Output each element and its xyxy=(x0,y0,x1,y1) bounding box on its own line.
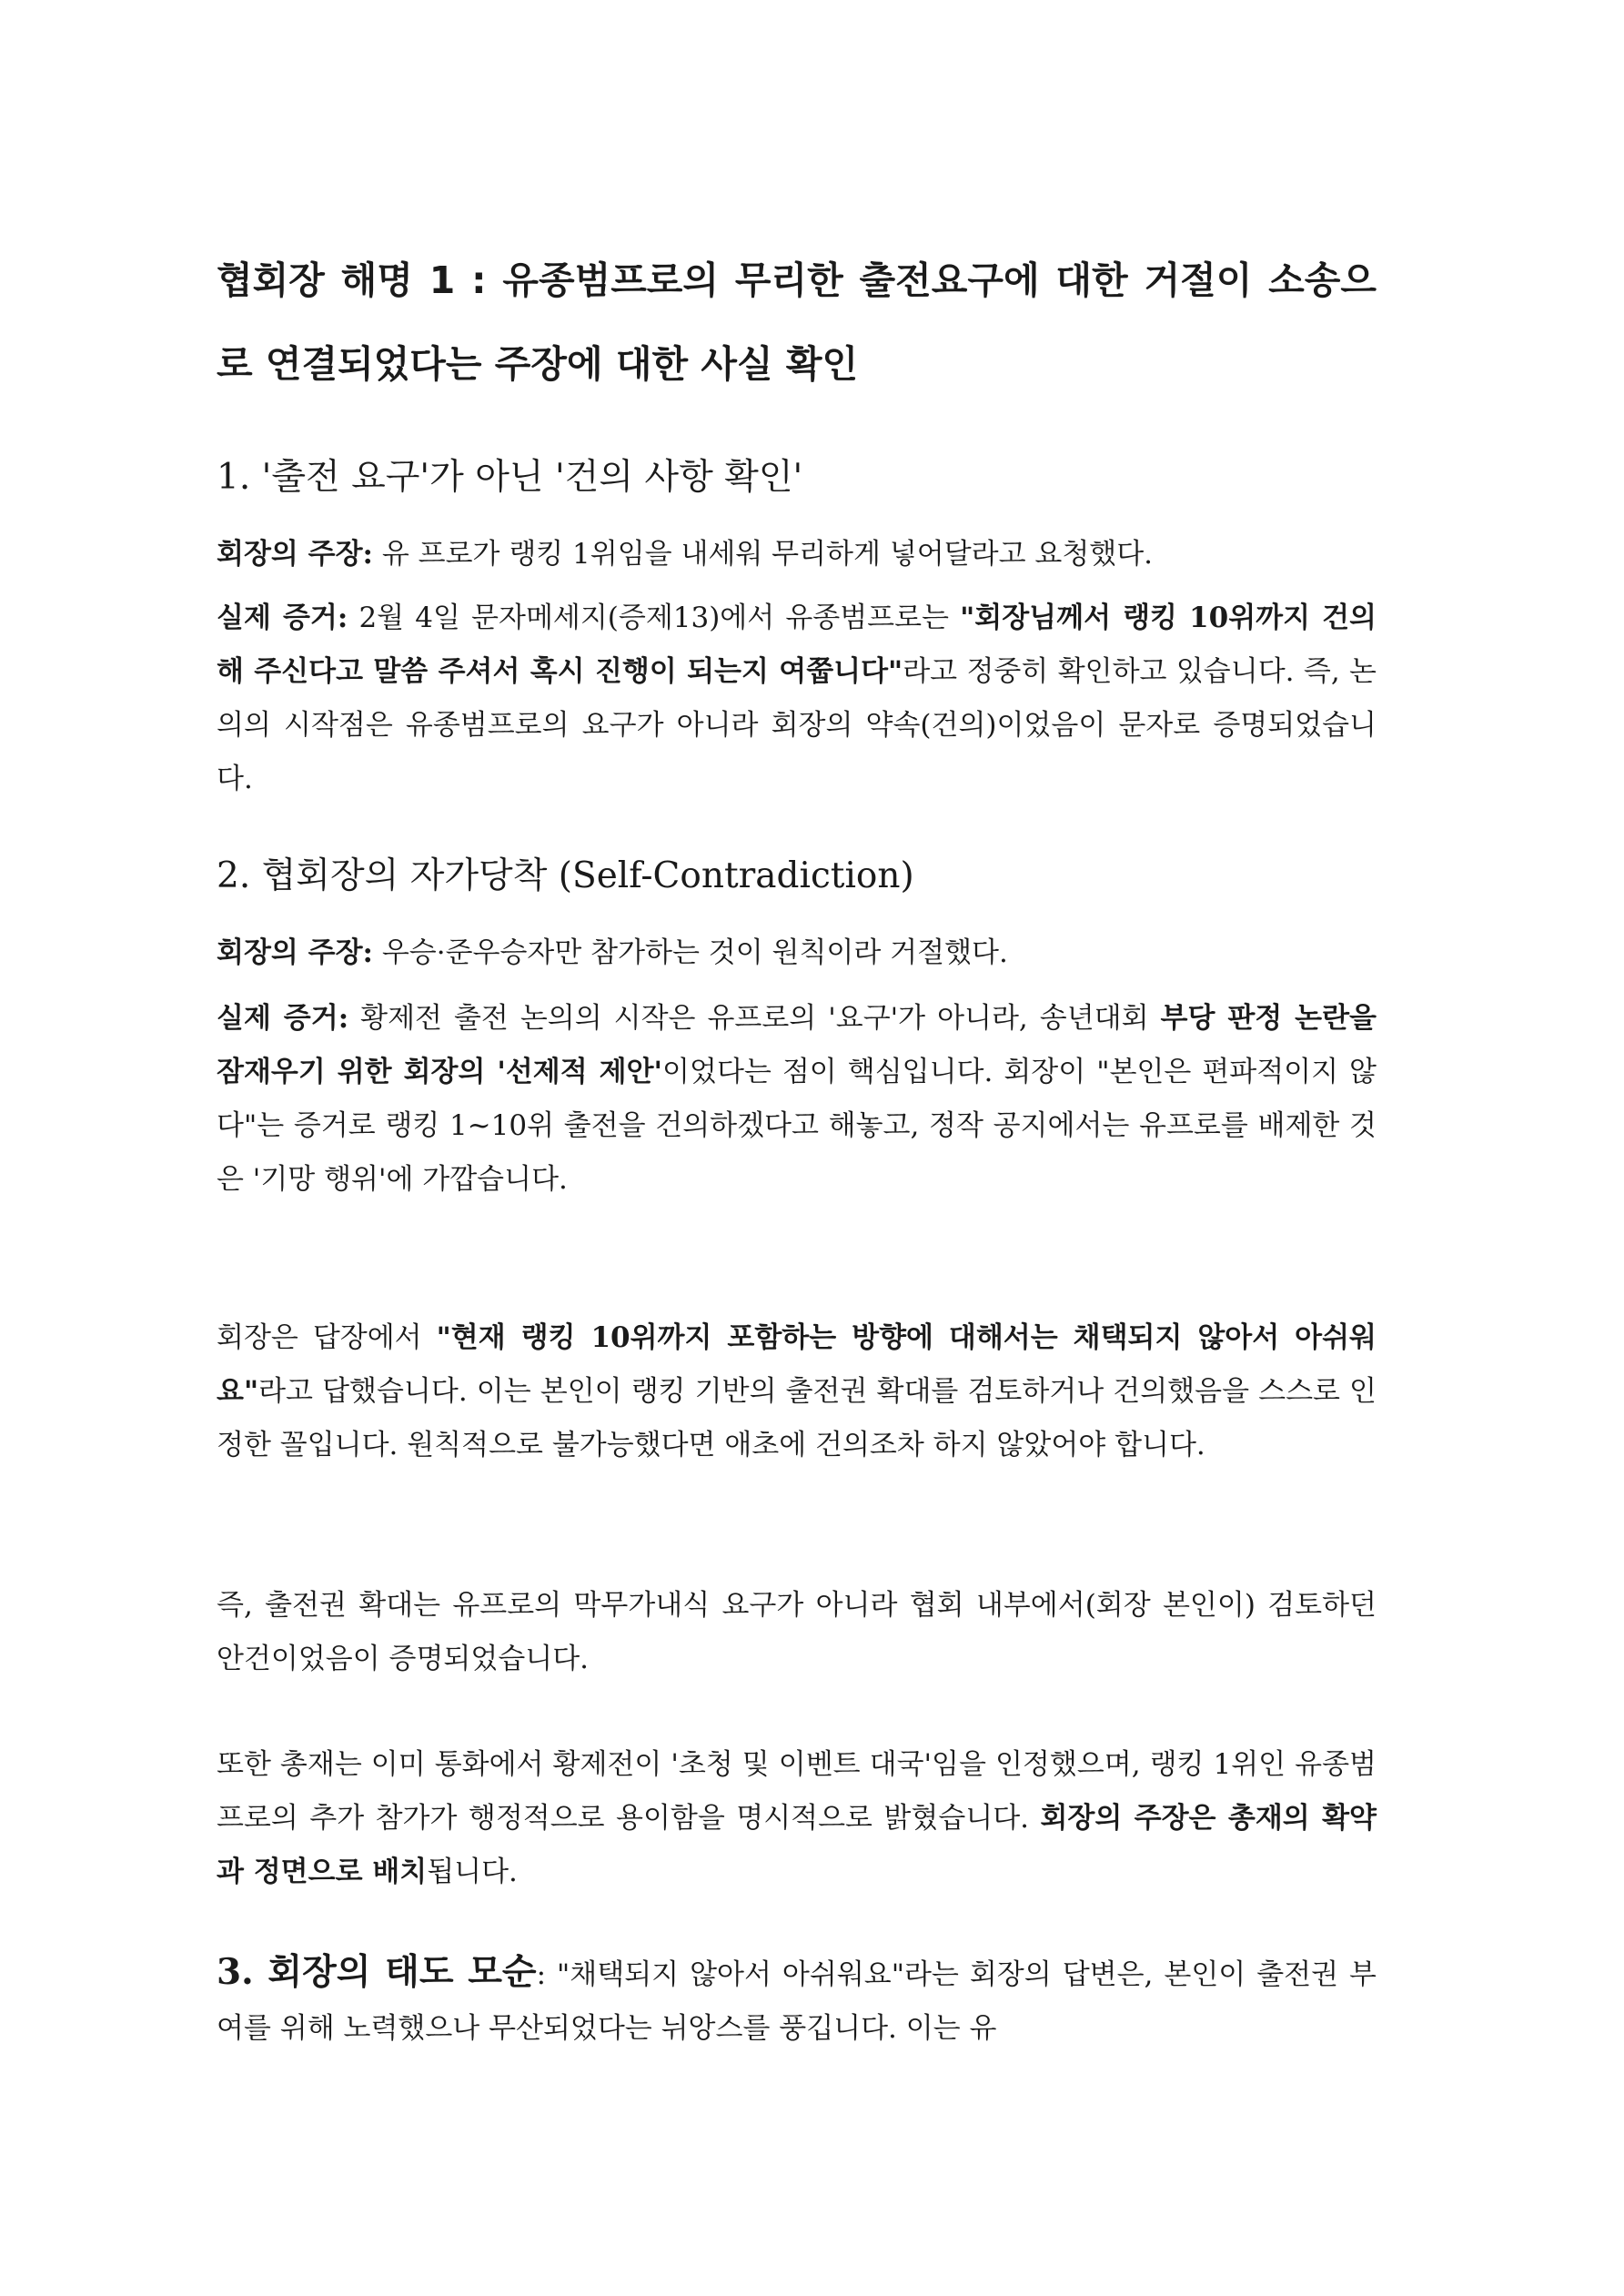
section-2-evidence xyxy=(217,992,1377,1207)
claim-label: 회장의 주장: xyxy=(217,538,373,571)
paragraph-emphasis: 회장의 주장은 총재의 확약과 정면으로 배치 xyxy=(217,1802,1377,1888)
section-3-paragraph xyxy=(217,1946,1377,2056)
evidence-quote: "회장님께서 랭킹 10위까지 건의해 주신다고 말씀 주셔서 혹시 진행이 되는지 여쭙니다" xyxy=(217,602,1377,688)
paragraph-text: 회장은 답장에서 xyxy=(217,1321,437,1354)
section-2-paragraph-reply xyxy=(217,1311,1377,1472)
evidence-text: 라고 정중히 확인하고 있습니다. 즉, 논의의 시작점은 유종범프로의 요구가 아니라 회장의 약속(건의)이었음이 문자로 증명되었습니다. xyxy=(217,655,1377,795)
paragraph-text: 라고 답했습니다. 이는 본인이 랭킹 기반의 출전권 확대를 검토하거나 건의했음을 스스로 인정한 꼴입니다. 원칙적으로 불가능했다면 애초에 건의조차 하지 않았어야 합니다. xyxy=(217,1375,1377,1462)
evidence-text: 황제전 출전 논의의 시작은 유프로의 '요구'가 아니라, 송년대회 xyxy=(348,1002,1161,1035)
section-2-paragraph-conclusion: 즉, 출전권 확대는 유프로의 막무가내식 요구가 아니라 협회 내부에서(회장 본인이) 검토하던 안건이었음이 증명되었습니다. xyxy=(217,1589,1377,1675)
section-1-claim xyxy=(217,528,1377,582)
evidence-text: 2월 4일 문자메세지(증제13)에서 유종범프로는 xyxy=(348,602,961,634)
paragraph-text: 또한 총재는 이미 통화에서 황제전이 '초청 및 이벤트 대국'임을 인정했으며, 랭킹 1위인 유종범프로의 추가 참가가 행정적으로 용이함을 명시적으로 밝혔습니다. xyxy=(217,1748,1377,1835)
section-1-evidence xyxy=(217,592,1377,806)
page-title: 협회장 해명 1 : 유종범프로의 무리한 출전요구에 대한 거절이 소송으로 연결되었다는 주장에 대한 사실 확인 xyxy=(217,258,1377,386)
claim-text: 유 프로가 랭킹 1위임을 내세워 무리하게 넣어달라고 요청했다. xyxy=(372,538,1154,571)
section-3-heading: 3. 회장의 태도 모순 xyxy=(217,1951,537,1993)
section-2-heading: 2. 협회장의 자가당착 (Self-Contradiction) xyxy=(217,855,914,896)
claim-text: 우승·준우승자만 참가하는 것이 원칙이라 거절했다. xyxy=(372,936,1008,969)
evidence-label: 실제 증거: xyxy=(217,1002,349,1035)
claim-label: 회장의 주장: xyxy=(217,936,373,969)
paragraph-text: : "채택되지 않아서 아쉬워요"라는 회장의 답변은, 본인이 출전권 부여를 위해 노력했으나 무산되었다는 뉘앙스를 풍깁니다. 이는 유 xyxy=(217,1958,1377,2045)
paragraph-text: 됩니다. xyxy=(427,1856,518,1888)
section-1-heading: 1. '출전 요구'가 아닌 '건의 사항 확인' xyxy=(217,457,803,498)
evidence-label: 실제 증거: xyxy=(217,602,348,634)
evidence-text: 이었다는 점이 핵심입니다. 회장이 "본인은 편파적이지 않다"는 증거로 랭킹 1~10위 출전을 건의하겠다고 해놓고, 정작 공지에서는 유프로를 배제한 것은 '기망 행위'에 가깝습니다. xyxy=(217,1056,1377,1196)
section-2-paragraph-chairman xyxy=(217,1738,1377,1899)
section-2-claim xyxy=(217,926,1377,980)
evidence-emphasis: 부당 판정 논란을 잠재우기 위한 회장의 '선제적 제안' xyxy=(217,1002,1377,1088)
reply-quote: "현재 랭킹 10위까지 포함하는 방향에 대해서는 채택되지 않아서 아쉬워요" xyxy=(217,1321,1377,1408)
